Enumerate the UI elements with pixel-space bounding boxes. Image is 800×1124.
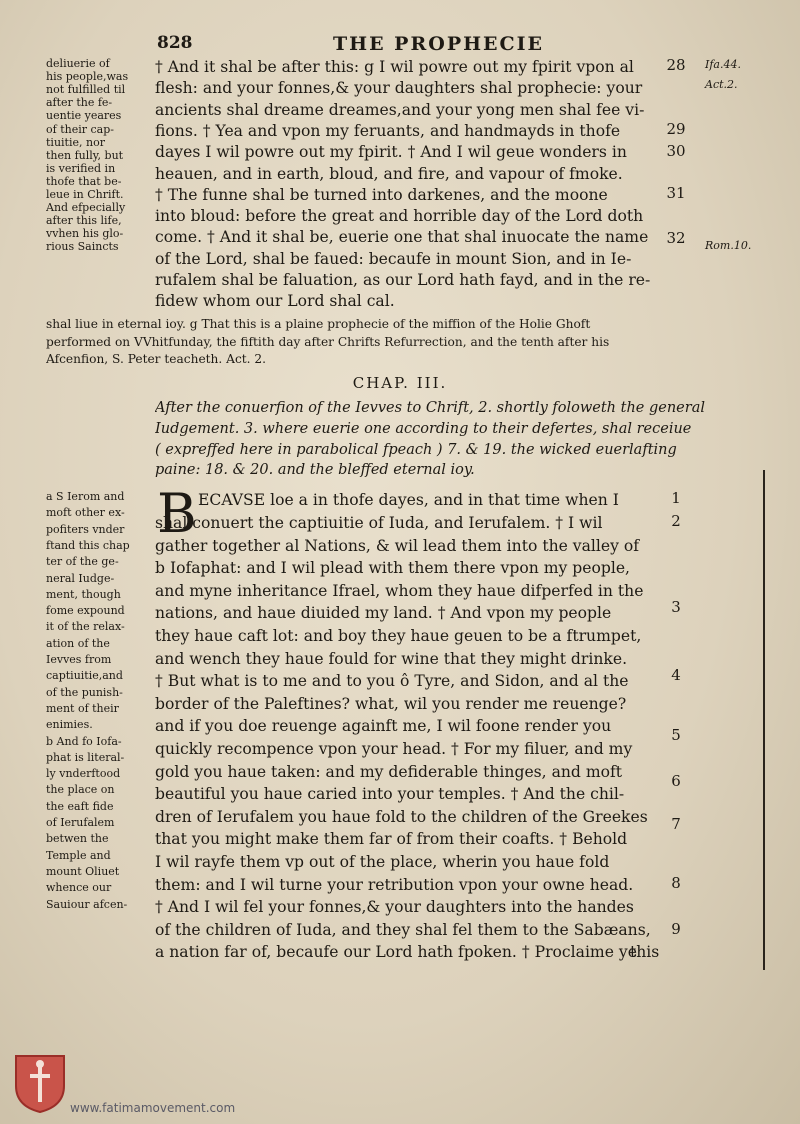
verse-line: border of the Paleftines? what, wil you render me reuenge? bbox=[155, 694, 627, 713]
cross-ref-acts: Act.2. bbox=[705, 78, 738, 91]
margin-note-line: ment, though bbox=[46, 588, 121, 601]
margin-note-line: neral Iudge- bbox=[46, 572, 115, 585]
catchword: this bbox=[630, 943, 660, 961]
verse-line: beautiful you haue caried into your temples. † And the chil- bbox=[155, 785, 625, 804]
verse-line: b Iofaphat: and I wil plead with them there vpon my people, bbox=[155, 559, 631, 578]
margin-note-line: rious Saincts bbox=[46, 241, 119, 254]
margin-note-line: is verified in bbox=[46, 162, 116, 175]
verse-line: † And I wil fel your fonnes,& your daughters into the handes bbox=[155, 898, 634, 917]
verse-number: 1 bbox=[671, 489, 681, 507]
margin-note-line: ftand this chap bbox=[46, 539, 130, 552]
verse-number: 28 bbox=[666, 56, 686, 74]
margin-note-line: whence our bbox=[46, 882, 112, 895]
shield-logo-icon bbox=[12, 1052, 68, 1114]
margin-note-line: after the fe- bbox=[46, 97, 113, 110]
verse-number: 30 bbox=[666, 142, 686, 160]
margin-note-line: captiuitie,and bbox=[46, 670, 123, 683]
verse-line: flesh: and your fonnes,& your daughters shal prophecie: your bbox=[155, 79, 643, 98]
verse-line: come. † And it shal be, euerie one that shal inuocate the name bbox=[155, 228, 649, 247]
verse-number: 4 bbox=[671, 666, 681, 684]
margin-note-line: thofe that be- bbox=[46, 175, 122, 188]
margin-note-line: his people,was bbox=[46, 71, 129, 84]
margin-note-line: fome expound bbox=[46, 605, 125, 618]
chapter-heading: CHAP. III. bbox=[352, 374, 448, 392]
verse-line: and if you doe reuenge againft me, I wil foone render you bbox=[155, 717, 612, 736]
margin-note-line: tiuitie, nor bbox=[46, 136, 105, 149]
margin-note-line: deliuerie of bbox=[46, 58, 110, 70]
verse-line: nations, and haue diuided my land. † And vpon my people bbox=[155, 604, 612, 623]
verse-line: dayes I wil powre out my fpirit. † And I wil geue wonders in bbox=[155, 143, 627, 162]
cross-ref-romans: Rom.10. bbox=[705, 239, 752, 252]
margin-note-line: mount Oliuet bbox=[46, 865, 120, 878]
running-title: THE PROPHECIE bbox=[333, 33, 545, 55]
verse-line: † But what is to me and to you ô Tyre, and Sidon, and al the bbox=[155, 672, 629, 691]
margin-note-line: vvhen his glo- bbox=[46, 228, 124, 241]
page-header bbox=[0, 33, 800, 57]
verse-line: dren of Ierufalem you haue fold to the children of the Greekes bbox=[155, 807, 648, 826]
margin-note-line: ly vnderftood bbox=[46, 768, 121, 781]
margin-note-line: betwen the bbox=[46, 833, 109, 846]
margin-note-line: it of the relax- bbox=[46, 621, 125, 634]
margin-note-line: phat is literal- bbox=[46, 751, 125, 764]
margin-note-line: b And fo Iofa- bbox=[46, 735, 122, 748]
verse-line: heauen, and in earth, bloud, and fire, and vapour of fmoke. bbox=[155, 164, 623, 183]
verse-line-first: ECAVSE loe a in thofe dayes, and in that time when I bbox=[198, 491, 619, 509]
verse-line: rufalem shal be faluation, as our Lord hath fayd, and in the re- bbox=[155, 271, 651, 289]
margin-note-line: then fully, but bbox=[46, 149, 124, 162]
cross-ref-isaiah: Ifa.44. bbox=[705, 58, 741, 71]
margin-note-line: Temple and bbox=[46, 849, 111, 862]
verse-number: 6 bbox=[671, 772, 681, 790]
verse-line: † The funne shal be turned into darkenes, and the moone bbox=[155, 185, 608, 204]
verse-line: of the children of Iuda, and they shal fel them to the Sabæans, bbox=[155, 920, 651, 939]
margin-note-line: pofiters vnder bbox=[46, 523, 125, 536]
drop-cap: B bbox=[157, 482, 197, 545]
argument-line: After the conuerfion of the Ievves to Chrift, 2. shortly foloweth the general bbox=[155, 400, 705, 416]
margin-note-line: Sauiour afcen- bbox=[46, 898, 128, 911]
margin-note-line: enimies. bbox=[46, 719, 93, 732]
verse-number: 7 bbox=[671, 815, 681, 833]
margin-note-line: the eaft fide bbox=[46, 800, 114, 813]
verse-line: and wench they haue fould for wine that they might drinke. bbox=[155, 649, 628, 668]
verse-line: shal conuert the captiuitie of Iuda, and Ierufalem. † I wil bbox=[155, 514, 603, 532]
margin-note-line: of the punish- bbox=[46, 686, 123, 699]
verse-line: gather together al Nations, & wil lead them into the valley of bbox=[155, 536, 640, 555]
verse-line: a nation far of, becaufe our Lord hath fpoken. † Proclaime ye bbox=[155, 943, 637, 962]
verse-line: into bloud: before the great and horrible day of the Lord doth bbox=[155, 207, 644, 226]
footer-url: www.fatimamovement.com bbox=[70, 1101, 236, 1115]
margin-note-line: a S Ierom and bbox=[46, 491, 125, 503]
verse-number: 9 bbox=[671, 920, 681, 938]
margin-note-line: ation of the bbox=[46, 637, 110, 650]
margin-note-line: after this life, bbox=[46, 215, 122, 228]
verse-line: quickly recompence vpon your head. † For my filuer, and my bbox=[155, 740, 633, 758]
margin-note-line: leue in Chrift. bbox=[46, 189, 124, 201]
margin-note-line: moft other ex- bbox=[46, 507, 125, 520]
verse-number: 5 bbox=[671, 726, 681, 744]
margin-note-line: the place on bbox=[46, 784, 115, 797]
argument-line: Iudgement. 3. where euerie one according to their defertes, shal receiue bbox=[155, 420, 692, 437]
column-rule bbox=[763, 470, 765, 970]
page-number: 828 bbox=[157, 33, 193, 53]
margin-note-line: Ievves from bbox=[46, 654, 112, 666]
verse-line: I wil rayfe them vp out of the place, wherin you haue fold bbox=[155, 853, 610, 871]
margin-note-line: of Ierufalem bbox=[46, 817, 115, 829]
margin-note-line: not fulfilled til bbox=[46, 84, 126, 97]
verse-line: fidew whom our Lord shal cal. bbox=[155, 292, 395, 311]
verse-line: † And it shal be after this: g I wil powre out my fpirit vpon al bbox=[155, 58, 634, 76]
annotation-line: shal liue in eternal ioy. g That this is a plaine prophecie of the miffion of the Holie Ghoft bbox=[46, 317, 591, 331]
verse-number: 3 bbox=[671, 598, 681, 616]
verse-line: them: and I wil turne your retribution vpon your owne head. bbox=[155, 875, 634, 894]
margin-note-line: uentie yeares bbox=[46, 110, 122, 123]
verse-line: of the Lord, shal be faued: becaufe in mount Sion, and in Ie- bbox=[155, 249, 632, 268]
annotation-line: performed on VVhitfunday, the fiftith day after Chrifts Refurrection, and the tenth after his bbox=[46, 334, 610, 349]
verse-line: they haue caft lot: and boy they haue geuen to be a ftrumpet, bbox=[155, 627, 642, 645]
margin-note-line: ment of their bbox=[46, 702, 119, 715]
annotation-line: Afcenfion, S. Peter teacheth. Act. 2. bbox=[46, 352, 267, 366]
verse-number: 29 bbox=[666, 120, 686, 138]
margin-note-line: of their cap- bbox=[46, 123, 114, 136]
argument-line: ( expreffed here in parabolical fpeach ) 7. & 19. the wicked euerlafting bbox=[155, 441, 677, 458]
margin-note-line: And efpecially bbox=[46, 202, 126, 215]
argument-line: paine: 18. & 20. and the bleffed eternal ioy. bbox=[155, 462, 475, 479]
verse-line: that you might make them far of from their coafts. † Behold bbox=[155, 830, 628, 849]
verse-line: gold you haue taken: and my defiderable thinges, and moft bbox=[155, 762, 623, 781]
verse-number: 8 bbox=[671, 874, 681, 892]
margin-note-line: ter of the ge- bbox=[46, 556, 119, 569]
verse-number: 2 bbox=[671, 512, 681, 530]
verse-line: fions. † Yea and vpon my feruants, and handmayds in thofe bbox=[155, 121, 621, 140]
verse-line: and myne inheritance Ifrael, whom they haue difperfed in the bbox=[155, 581, 644, 600]
verse-number: 31 bbox=[666, 184, 686, 202]
verse-line: ancients shal dreame dreames,and your yong men shal fee vi- bbox=[155, 100, 645, 119]
verse-number: 32 bbox=[666, 229, 686, 247]
